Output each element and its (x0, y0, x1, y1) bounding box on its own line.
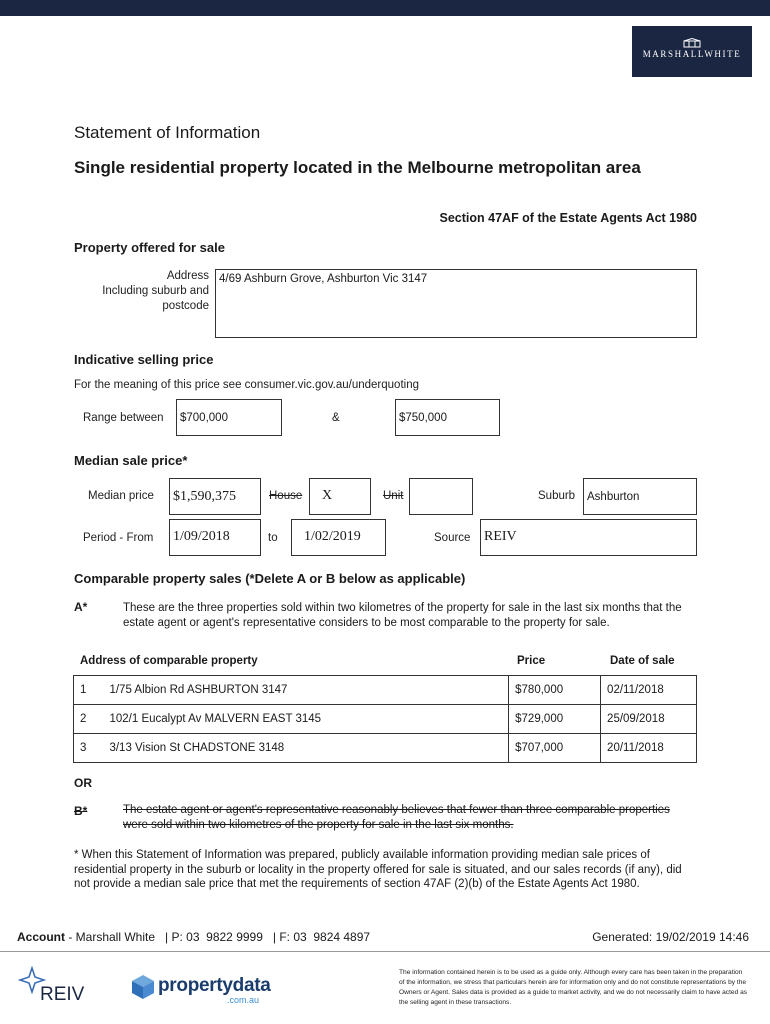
suburb-field[interactable]: Ashburton (583, 478, 697, 515)
unit-field[interactable] (409, 478, 473, 515)
account-details: - Marshall White | P: 03 9822 9999 | F: 03 9824 4897 (65, 930, 371, 944)
option-b-text: The estate agent or agent's representative reasonably believes that fewer than three comparable properties were sold within two kilometres of the property for sale in the last six months. (123, 804, 670, 831)
top-banner (0, 0, 770, 16)
reiv-logo (18, 966, 90, 1006)
row-number: 1 (74, 676, 104, 705)
address-label-line: postcode (162, 300, 209, 312)
period-to-field[interactable]: 1/02/2019 (291, 519, 386, 556)
row-date: 20/11/2018 (601, 734, 697, 763)
row-address: 102/1 Eucalypt Av MALVERN EAST 3145 (103, 705, 508, 734)
propertydata-cube-icon (131, 974, 155, 1000)
ampersand: & (332, 412, 340, 424)
propertydata-logo (131, 972, 271, 1008)
median-heading: Median sale price* (74, 453, 188, 468)
logo-text: MARSHALLWHITE (642, 49, 742, 59)
option-b-label: B* (74, 804, 88, 818)
row-address: 3/13 Vision St CHADSTONE 3148 (103, 734, 508, 763)
table-row (74, 734, 697, 763)
page-heading: Statement of Information (74, 123, 261, 142)
address-label-line: Address (166, 270, 209, 282)
to-label: to (268, 532, 278, 544)
row-price: $729,000 (509, 705, 601, 734)
account-label: Account (17, 930, 65, 944)
col-date-header: Date of sale (610, 655, 675, 667)
house-field[interactable]: X (309, 478, 371, 515)
reiv-text: REIV (40, 984, 85, 1005)
period-label: Period - From (83, 532, 154, 544)
comparable-table (73, 675, 697, 763)
comparable-heading: Comparable property sales (*Delete A or B below as applicable) (74, 571, 466, 586)
source-label: Source (434, 532, 471, 544)
unit-label: Unit (383, 490, 404, 502)
period-from-field[interactable]: 1/09/2018 (169, 519, 261, 556)
building-icon (683, 38, 701, 48)
indicative-heading: Indicative selling price (74, 352, 214, 367)
row-number: 3 (74, 734, 104, 763)
price-low-field[interactable]: $700,000 (176, 399, 282, 436)
price-high-field[interactable]: $750,000 (395, 399, 500, 436)
suburb-label: Suburb (538, 490, 576, 502)
row-number: 2 (74, 705, 104, 734)
col-price-header: Price (517, 655, 546, 667)
address-field[interactable]: 4/69 Ashburn Grove, Ashburton Vic 3147 (215, 269, 697, 338)
propertydata-text: propertydata (158, 975, 271, 996)
section-reference: Section 47AF of the Estate Agents Act 1980 (439, 211, 697, 225)
footer-divider (0, 951, 770, 952)
indicative-note: For the meaning of this price see consumer.vic.gov.au/underquoting (74, 379, 419, 391)
option-a-text: These are the three properties sold within two kilometres of the property for sale in the last six months that the estate agent or agent's representative considers to be most comparable to the property for sale. (123, 602, 682, 629)
table-row (74, 705, 697, 734)
median-price-label: Median price (88, 490, 154, 502)
account-info (17, 930, 370, 944)
row-date: 25/09/2018 (601, 705, 697, 734)
page-title: Single residential property located in the Melbourne metropolitan area (74, 158, 641, 177)
row-address: 1/75 Albion Rd ASHBURTON 3147 (103, 676, 508, 705)
range-label: Range between (83, 412, 164, 424)
median-price-field[interactable]: $1,590,375 (169, 478, 261, 515)
source-field[interactable]: REIV (480, 519, 697, 556)
row-price: $707,000 (509, 734, 601, 763)
property-heading: Property offered for sale (74, 240, 225, 255)
house-label: House (269, 490, 303, 502)
or-label: OR (74, 776, 92, 790)
option-a-label: A* (74, 600, 88, 614)
disclaimer: The information contained herein is to be used as a guide only. Although every care has been taken in the preparation of the information, we stress that particulars herein are for information only and do not constitute representations by the Owners or Agent. Sales data is provided as a guide to market activity, and we do not necessarily claim to have acted as the selling agent in these transactions. (399, 969, 748, 1006)
generated-timestamp: Generated: 19/02/2019 14:46 (592, 930, 749, 944)
footnote: * When this Statement of Information was prepared, publicly available information providing median sale prices of residential property in the suburb or locality in the property offered for sale is situated, and our sales records (if any), did not provide a median sale price that met the requirements of section 47AF (2)(b) of the Estate Agents Act 1980. (74, 849, 682, 890)
address-label-line: Including suburb and (102, 285, 209, 297)
address-label (60, 269, 209, 314)
row-date: 02/11/2018 (601, 676, 697, 705)
marshall-white-logo (632, 26, 752, 77)
row-price: $780,000 (509, 676, 601, 705)
table-row (74, 676, 697, 705)
propertydata-domain: .com.au (227, 995, 260, 1005)
col-address-header: Address of comparable property (80, 655, 258, 667)
